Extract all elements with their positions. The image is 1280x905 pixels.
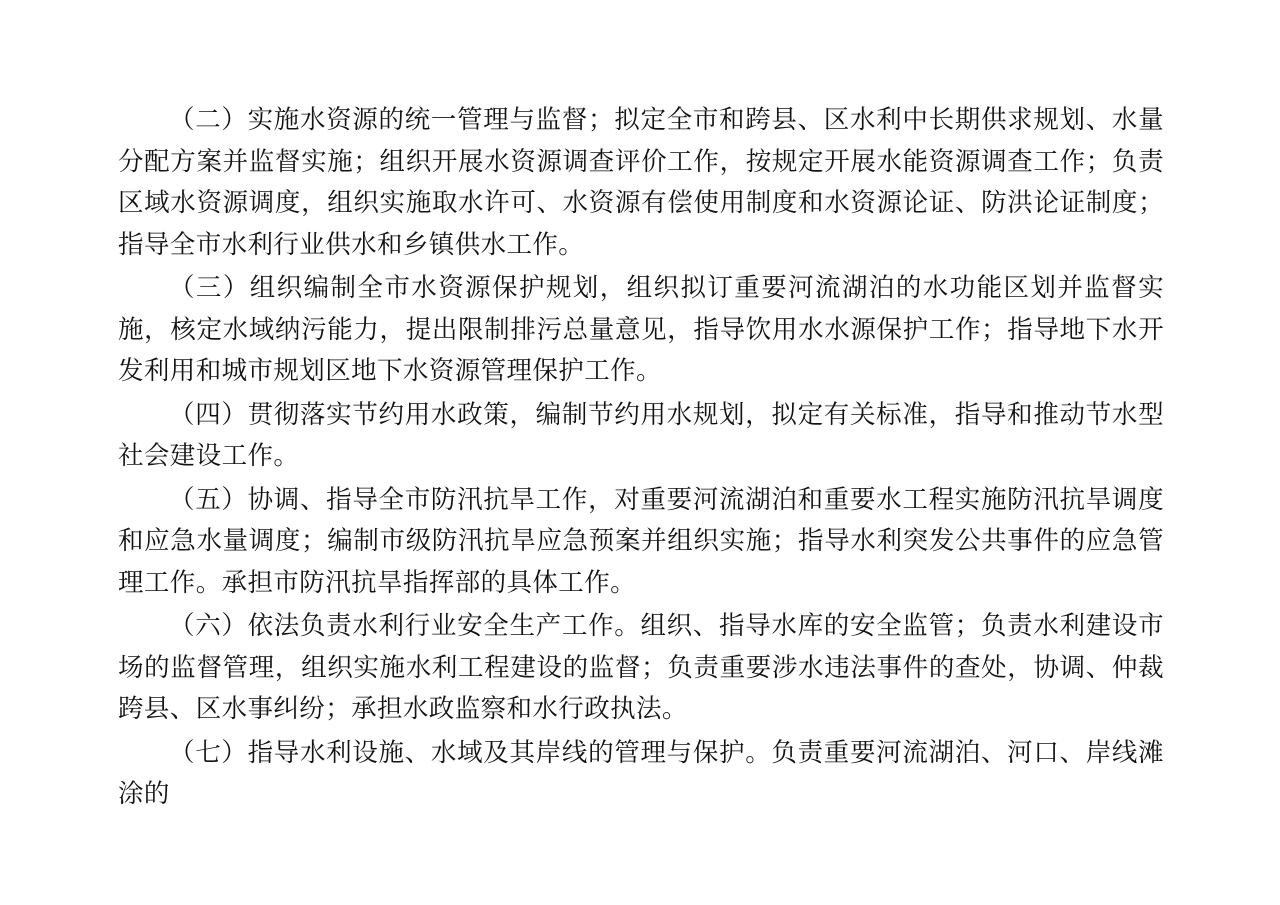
paragraph-item-5: （五）协调、指导全市防汛抗旱工作，对重要河流湖泊和重要水工程实施防汛抗旱调度和应急水量调度；编制市级防汛抗旱应急预案并组织实施；指导水利突发公共事件的应急管理工作。承担市防汛抗旱指挥部的具体工作。 — [118, 484, 1164, 598]
document-text-body — [118, 100, 1164, 816]
paragraph-item-4: （四）贯彻落实节约用水政策，编制节约用水规划，拟定有关标准，指导和推动节水型社会建设工作。 — [118, 399, 1164, 471]
paragraph-item-2: （二）实施水资源的统一管理与监督；拟定全市和跨县、区水利中长期供求规划、水量分配方案并监督实施；组织开展水资源调查评价工作，按规定开展水能资源调查工作；负责区域水资源调度，组织实施取水许可、水资源有偿使用制度和水资源论证、防洪论证制度；指导全市水利行业供水和乡镇供水工作。 — [118, 105, 1164, 260]
paragraph-item-3: （三）组织编制全市水资源保护规划，组织拟订重要河流湖泊的水功能区划并监督实施，核定水域纳污能力，提出限制排污总量意见，指导饮用水水源保护工作；指导地下水开发利用和城市规划区地下水资源管理保护工作。 — [118, 273, 1164, 386]
paragraph-item-7: （七）指导水利设施、水域及其岸线的管理与保护。负责重要河流湖泊、河口、岸线滩涂的 — [118, 737, 1164, 809]
paragraph-item-6: （六）依法负责水利行业安全生产工作。组织、指导水库的安全监管；负责水利建设市场的监督管理，组织实施水利工程建设的监督；负责重要涉水违法事件的查处，协调、仲裁跨县、区水事纠纷；承担水政监察和水行政执法。 — [118, 611, 1164, 724]
